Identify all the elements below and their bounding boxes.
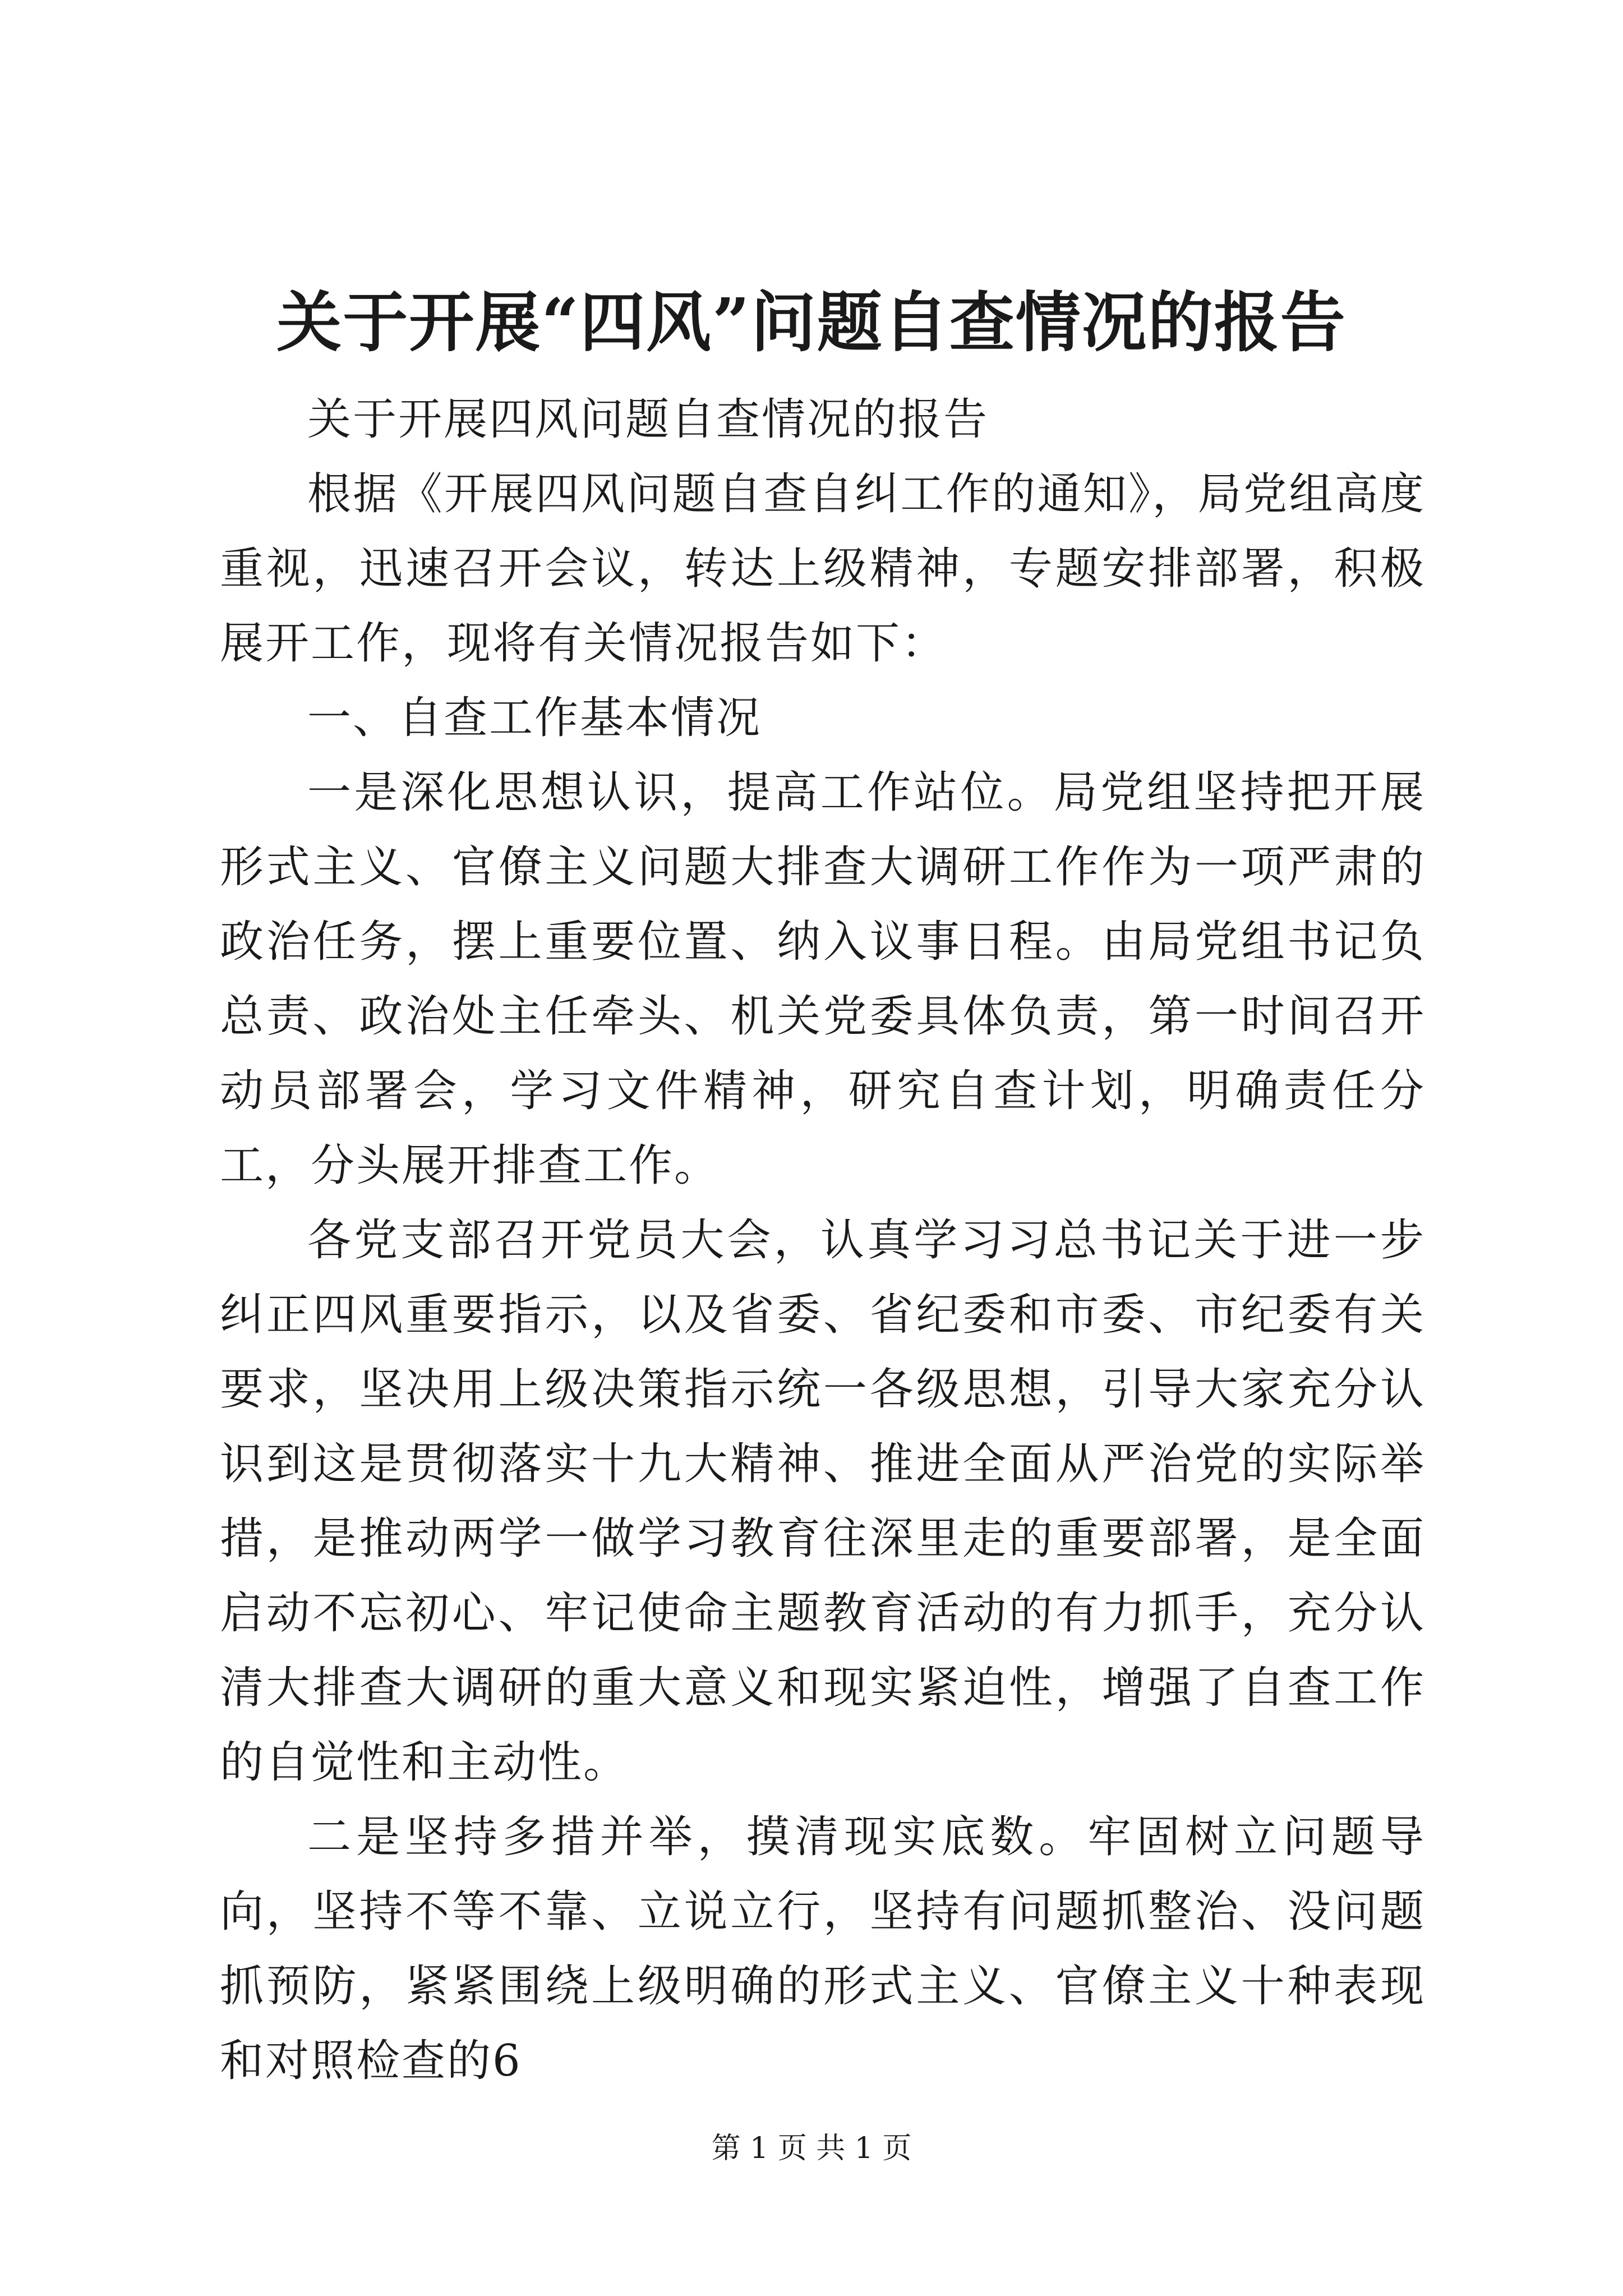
document-title: 关于开展“四风”问题自查情况的报告 [276,284,1347,361]
document-body [220,383,1426,2099]
paragraph-point-one: 一是深化思想认识，提高工作站位。局党组坚持把开展形式主义、官僚主义问题大排查大调研工作作为一项严肃的政治任务，摆上重要位置、纳入议事日程。由局党组书记负总责、政治处主任牵头、机关党委具体负责，第一时间召开动员部署会，学习文件精神，研究自查计划，明确责任分工，分头展开排查工作。 [220,767,1426,1191]
paragraph-party-branches: 各党支部召开党员大会，认真学习习总书记关于进一步纠正四风重要指示，以及省委、省纪委和市委、市纪委有关要求，坚决用上级决策指示统一各级思想，引导大家充分认识到这是贯彻落实十九大精神、推进全面从严治党的实际举措，是推动两学一做学习教育往深里走的重要部署，是全面启动不忘初心、牢记使命主题教育活动的有力抓手，充分认清大排查大调研的重大意义和现实紧迫性，增强了自查工作的自觉性和主动性。 [220,1215,1426,1788]
paragraph-point-two: 二是坚持多措并举，摸清现实底数。牢固树立问题导向，坚持不等不靠、立说立行，坚持有问题抓整治、没问题抓预防，紧紧围绕上级明确的形式主义、官僚主义十种表现和对照检查的6 [220,1812,1426,2086]
paragraph-subtitle: 关于开展四风问题自查情况的报告 [307,394,989,445]
page-footer: 第 1 页 共 1 页 [711,2132,912,2165]
paragraph-intro: 根据《开展四风问题自查自纠工作的通知》，局党组高度重视，迅速召开会议，转达上级精神，专题安排部署，积极展开工作，现将有关情况报告如下： [220,469,1426,669]
section-heading: 一、自查工作基本情况 [307,693,762,743]
